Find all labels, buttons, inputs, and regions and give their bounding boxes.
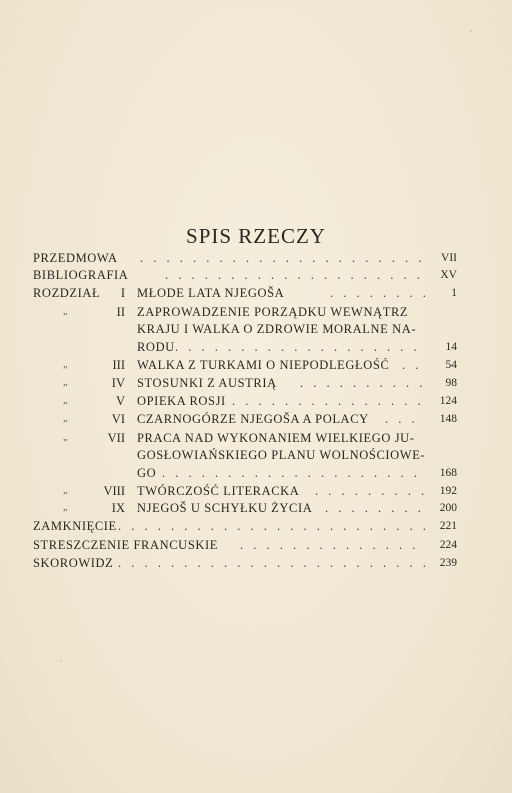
page-number: 200 — [439, 502, 457, 514]
dot-leader — [385, 411, 425, 427]
toc-row-chapter-7 — [0, 430, 512, 446]
entry-title: OPIEKA ROSJI — [137, 394, 226, 408]
dot-leader — [118, 555, 425, 571]
entry-title: ZAMKNIĘCIE — [33, 519, 117, 533]
dot-leader — [300, 375, 425, 391]
page-number: 124 — [439, 395, 457, 407]
ditto-mark: „ — [63, 413, 68, 424]
page-number: 14 — [445, 341, 457, 353]
toc-row-chapter-9 — [0, 500, 512, 516]
chapter-number: IV — [111, 376, 125, 390]
dot-leader — [402, 357, 427, 373]
ditto-mark: „ — [63, 432, 68, 443]
entry-title: WALKA Z TURKAMI O NIEPODLEGŁOŚĆ — [137, 358, 390, 372]
ditto-mark: „ — [63, 306, 68, 317]
chapter-number: V — [115, 394, 125, 408]
chapter-number: III — [112, 358, 125, 372]
ditto-mark: „ — [63, 377, 68, 388]
dot-leader — [232, 393, 425, 409]
page-number: XV — [440, 269, 457, 281]
entry-title: PRZEDMOWA — [33, 251, 118, 265]
dot-leader — [165, 267, 425, 283]
toc-row-bibliografia — [0, 267, 512, 283]
toc-row-chapter-2-end — [0, 339, 512, 355]
dot-leader — [315, 483, 425, 499]
entry-title: BIBLIOGRAFIA — [33, 268, 129, 282]
dot-leader — [330, 285, 425, 301]
toc-row-chapter-4 — [0, 375, 512, 391]
toc-row-chapter-7-cont — [0, 447, 512, 463]
page-number: 98 — [445, 377, 457, 389]
toc-row-streszczenie — [0, 537, 512, 553]
entry-title: STOSUNKI Z AUSTRIĄ — [137, 376, 277, 390]
chapter-number: VIII — [103, 484, 125, 498]
page-number: 221 — [439, 520, 457, 532]
toc-row-zamkniecie — [0, 518, 512, 534]
chapter-number: VI — [111, 412, 125, 426]
entry-title: NJEGOŠ U SCHYŁKU ŻYCIA — [137, 501, 313, 515]
chapter-word: ROZDZIAŁ — [33, 286, 101, 300]
dot-leader — [240, 537, 425, 553]
chapter-number: II — [116, 305, 125, 319]
ditto-mark: „ — [63, 502, 68, 513]
entry-title: SKOROWIDZ — [33, 556, 114, 570]
page-number: 54 — [445, 359, 457, 371]
page-number: 148 — [439, 413, 457, 425]
toc-row-chapter-1 — [0, 285, 512, 301]
entry-title: MŁODE LATA NJEGOŠA — [137, 286, 285, 300]
dot-leader — [175, 339, 425, 355]
entry-title: KRAJU I WALKA O ZDROWIE MORALNE NA- — [137, 322, 417, 336]
entry-title: RODU — [137, 340, 175, 354]
entry-title: CZARNOGÓRZE NJEGOŠA A POLACY — [137, 412, 369, 426]
toc-row-chapter-3 — [0, 357, 512, 373]
page-number: 1 — [451, 287, 457, 299]
page-title: SPIS RZECZY — [186, 224, 326, 249]
ditto-mark: „ — [63, 395, 68, 406]
entry-title: GOSŁOWIAŃSKIEGO PLANU WOLNOŚCIOWE- — [137, 448, 426, 462]
toc-row-chapter-6 — [0, 411, 512, 427]
chapter-number: I — [120, 286, 125, 300]
toc-row-chapter-5 — [0, 393, 512, 409]
dot-leader — [140, 250, 425, 266]
page-number: 168 — [439, 467, 457, 479]
toc-row-przedmowa — [0, 250, 512, 266]
page-number: 224 — [439, 539, 457, 551]
toc-row-chapter-8 — [0, 483, 512, 499]
entry-title: STRESZCZENIE FRANCUSKIE — [33, 538, 218, 552]
entry-title: GO — [137, 466, 157, 480]
page-number: 192 — [439, 485, 457, 497]
ditto-mark: „ — [63, 485, 68, 496]
toc-row-chapter-2-cont — [0, 321, 512, 337]
paper-speck — [60, 660, 62, 662]
toc-row-skorowidz — [0, 555, 512, 571]
entry-title: TWÓRCZOŚĆ LITERACKA — [137, 484, 300, 498]
chapter-number: IX — [111, 501, 125, 515]
page-number: VII — [441, 252, 457, 264]
toc-row-chapter-7-end — [0, 465, 512, 481]
page-number: 239 — [439, 557, 457, 569]
toc-row-chapter-2 — [0, 304, 512, 320]
entry-title: ZAPROWADZENIE PORZĄDKU WEWNĄTRZ — [137, 305, 409, 319]
dot-leader — [118, 518, 425, 534]
entry-title: PRACA NAD WYKONANIEM WIELKIEGO JU- — [137, 431, 415, 445]
dot-leader — [162, 465, 425, 481]
dot-leader — [325, 500, 425, 516]
ditto-mark: „ — [63, 359, 68, 370]
chapter-number: VII — [107, 431, 125, 445]
paper-speck — [470, 30, 472, 32]
